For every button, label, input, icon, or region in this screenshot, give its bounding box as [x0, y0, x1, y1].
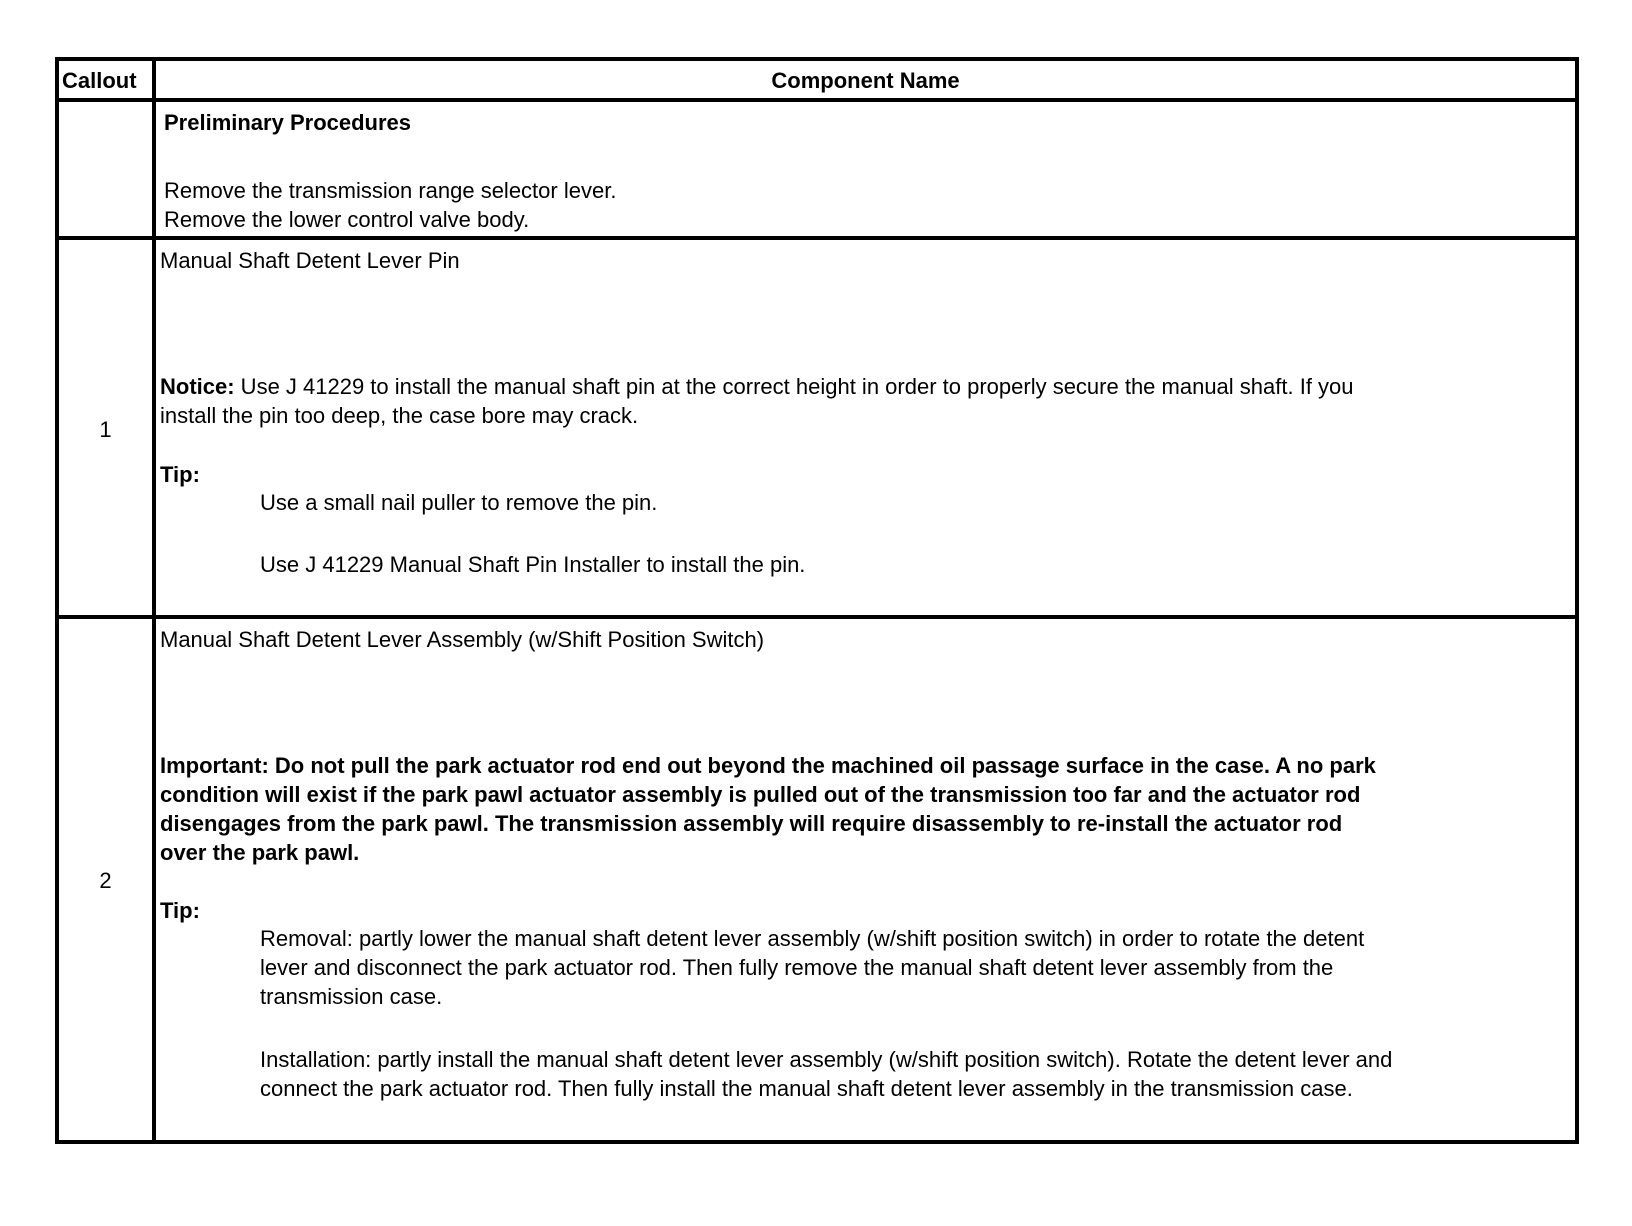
preliminary-title: Preliminary Procedures	[164, 110, 412, 135]
callout-number: 1	[99, 417, 112, 442]
header-divider	[55, 98, 1579, 102]
important-line: condition will exist if the park pawl actuator assembly is pulled out of the transmission too far and the actuator rod	[160, 782, 1361, 807]
table-border-top	[55, 57, 1579, 61]
preliminary-step: Remove the transmission range selector lever.	[164, 178, 617, 203]
notice-label: Notice:	[160, 374, 235, 399]
table-border-left	[55, 57, 59, 1144]
header-callout: Callout	[62, 68, 137, 93]
notice-line: Use J 41229 to install the manual shaft pin at the correct height in order to properly secure the manual shaft. If you	[234, 374, 1354, 399]
column-divider	[152, 57, 156, 1144]
tip-label: Tip:	[160, 898, 200, 923]
removal-line: Removal: partly lower the manual shaft detent lever assembly (w/shift position switch) in order to rotate the detent	[260, 926, 1365, 951]
component-title: Manual Shaft Detent Lever Pin	[160, 248, 460, 273]
removal-line: lever and disconnect the park actuator rod. Then fully remove the manual shaft detent lever assembly from the	[260, 955, 1334, 980]
row-divider	[55, 615, 1579, 619]
installation-line: connect the park actuator rod. Then fully install the manual shaft detent lever assembly in the transmission case.	[260, 1076, 1353, 1101]
tip-label: Tip:	[160, 462, 200, 487]
installation-line: Installation: partly install the manual shaft detent lever assembly (w/shift position switch). Rotate the detent lever and	[260, 1047, 1393, 1072]
important-line: over the park pawl.	[160, 840, 360, 865]
tip-item: Use a small nail puller to remove the pin.	[260, 490, 658, 515]
notice-text	[160, 372, 1354, 401]
table-border-right	[1575, 57, 1579, 1144]
row-divider	[55, 236, 1579, 240]
removal-line: transmission case.	[260, 984, 443, 1009]
preliminary-step: Remove the lower control valve body.	[164, 207, 530, 232]
notice-line: install the pin too deep, the case bore may crack.	[160, 403, 639, 428]
tip-item: Use J 41229 Manual Shaft Pin Installer to install the pin.	[260, 552, 806, 577]
table-border-bottom	[55, 1140, 1579, 1144]
component-title: Manual Shaft Detent Lever Assembly (w/Shift Position Switch)	[160, 627, 765, 652]
important-line: Important: Do not pull the park actuator rod end out beyond the machined oil passage surface in the case. A no park	[160, 753, 1376, 778]
callout-number: 2	[99, 868, 112, 893]
important-line: disengages from the park pawl. The transmission assembly will require disassembly to re-install the actuator rod	[160, 811, 1343, 836]
header-component-name: Component Name	[771, 68, 960, 93]
